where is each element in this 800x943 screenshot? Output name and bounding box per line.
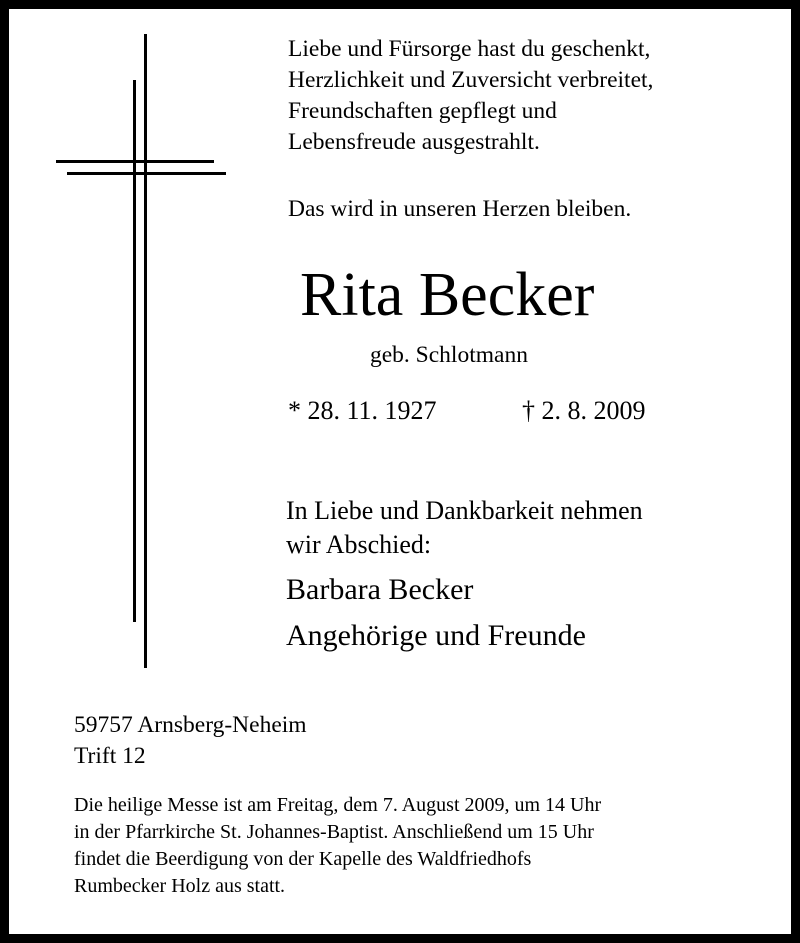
service-line: findet die Beerdigung von der Kapelle des Waldfriedhofs (74, 848, 532, 870)
death-date: † 2. 8. 2009 (522, 396, 646, 425)
closing-line: Das wird in unseren Herzen bleiben. (288, 196, 632, 222)
address-city: 59757 Arnsberg-Neheim (74, 712, 307, 738)
cross-horizontal-bar-bottom (67, 172, 226, 175)
farewell-line: In Liebe und Dankbarkeit nehmen (286, 496, 643, 525)
service-line: in der Pfarrkirche St. Johannes-Baptist. Anschließend um 15 Uhr (74, 821, 594, 843)
service-line: Die heilige Messe ist am Freitag, dem 7. August 2009, um 14 Uhr (74, 794, 602, 816)
memorial-poem (288, 34, 768, 158)
cross-horizontal-bar-top (56, 160, 214, 163)
farewell-text (286, 494, 756, 562)
farewell-line: wir Abschied: (286, 530, 432, 559)
deceased-name: Rita Becker (300, 261, 595, 329)
mourner-name: Barbara Becker (286, 573, 474, 606)
address-street: Trift 12 (74, 743, 146, 769)
birth-date: * 28. 11. 1927 (288, 396, 437, 425)
funeral-service-info (74, 792, 764, 900)
mourner-name: Angehörige und Freunde (286, 619, 586, 652)
service-line: Rumbecker Holz aus statt. (74, 875, 286, 897)
maiden-name: geb. Schlotmann (370, 342, 528, 368)
cross-vertical-bar-front (144, 34, 147, 668)
poem-line: Lebensfreude ausgestrahlt. (288, 129, 540, 155)
address-block (74, 710, 307, 772)
poem-line: Liebe und Fürsorge hast du geschenkt, (288, 36, 651, 62)
poem-line: Freundschaften gepflegt und (288, 98, 557, 124)
poem-line: Herzlichkeit und Zuversicht verbreitet, (288, 67, 654, 93)
